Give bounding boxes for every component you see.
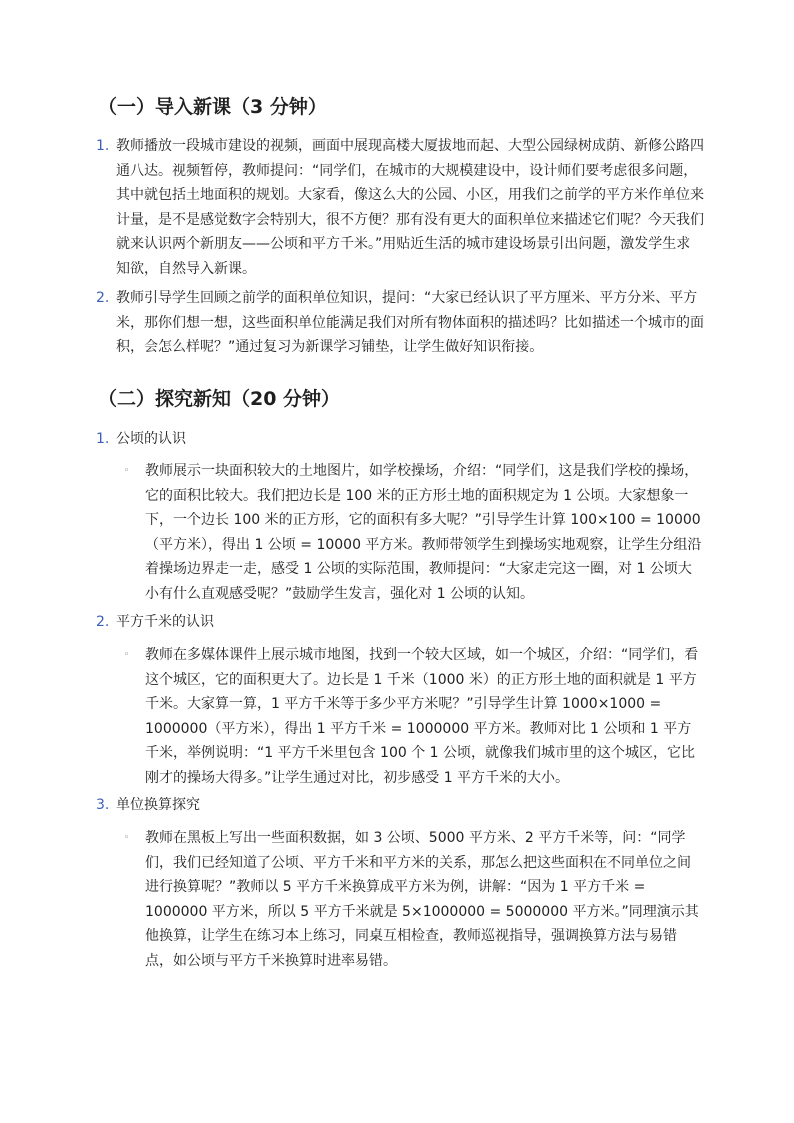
section-heading-intro: （一）导入新课（3 分钟）: [98, 96, 327, 118]
list-number: 1.: [96, 431, 110, 447]
list-number: 2.: [96, 290, 110, 306]
paragraph-hectare: 教师展示一块面积较大的土地图片，如学校操场，介绍：“同学们，这是我们学校的操场，它的面积比较大。我们把边长是 100 米的正方形土地的面积规定为 1 公顷。大家想象一下，一个边长 100 米的正方形，它的面积有多大呢？”引导学生计算 100×100 = 10000（平方米），得出 1 公顷 = 10000 平方米。教师带领学生到操场实地观察，让学生分组沿着操场边界走一走，感受 1 公顷的实际范围，教师提问：“大家走完这一圈，对 1 公顷大小有什么直观感受呢？”鼓励学生发言，强化对 1 公顷的认知。: [145, 463, 702, 602]
bullet-icon: ◦: [124, 833, 130, 843]
bullet-icon: ◦: [124, 466, 130, 476]
bullet-icon: ◦: [124, 650, 130, 660]
list-number: 3.: [96, 797, 110, 813]
paragraph-square-kilometer: 教师在多媒体课件上展示城市地图，找到一个较大区域，如一个城区，介绍：“同学们，看这个城区，它的面积更大了。边长是 1 千米（1000 米）的正方形土地的面积就是 1 平方千米。大家算一算，1 平方千米等于多少平方米呢？”引导学生计算 1000×1000 = 1000000（平方米），得出 1 平方千米 = 1000000 平方米。教师对比 1 公顷和 1 平方千米，举例说明：“1 平方千米里包含 100 个 1 公顷，就像我们城市里的这个城区，它比刚才的操场大得多。”让学生通过对比，初步感受 1 平方千米的大小。: [145, 647, 699, 786]
subsection-title-hectare: 公顷的认识: [116, 431, 186, 447]
subsection-title-square-kilometer: 平方千米的认识: [116, 614, 214, 630]
paragraph-review: 教师引导学生回顾之前学的面积单位知识，提问：“大家已经认识了平方厘米、平方分米、平方米，那你们想一想，这些面积单位能满足我们对所有物体面积的描述吗？比如描述一个城市的面积，会怎么样呢？”通过复习为新课学习铺垫，让学生做好知识衔接。: [116, 290, 704, 355]
list-number: 1.: [96, 138, 110, 154]
section-heading-explore: （二）探究新知（20 分钟）: [98, 388, 341, 410]
subsection-title-unit-conversion: 单位换算探究: [116, 797, 200, 813]
list-number: 2.: [96, 614, 110, 630]
paragraph-video-intro: 教师播放一段城市建设的视频，画面中展现高楼大厦拔地而起、大型公园绿树成荫、新修公路四通八达。视频暂停，教师提问：“同学们，在城市的大规模建设中，设计师们要考虑很多问题，其中就包括土地面积的规划。大家看，像这么大的公园、小区，用我们之前学的平方米作单位来计量，是不是感觉数字会特别大，很不方便？那有没有更大的面积单位来描述它们呢？今天我们就来认识两个新朋友——公顷和平方千米。”用贴近生活的城市建设场景引出问题，激发学生求知欲，自然导入新课。: [116, 138, 704, 277]
paragraph-unit-conversion: 教师在黑板上写出一些面积数据，如 3 公顷、5000 平方米、2 平方千米等，问：“同学们，我们已经知道了公顷、平方千米和平方米的关系，那怎么把这些面积在不同单位之间进行换算呢？”教师以 5 平方千米换算成平方米为例，讲解：“因为 1 平方千米 = 1000000 平方米，所以 5 平方千米就是 5×1000000 = 5000000 平方米。”同理演示其他换算，让学生在练习本上练习，同桌互相检查，教师巡视指导，强调换算方法与易错点，如公顷与平方千米换算时进率易错。: [145, 830, 699, 969]
